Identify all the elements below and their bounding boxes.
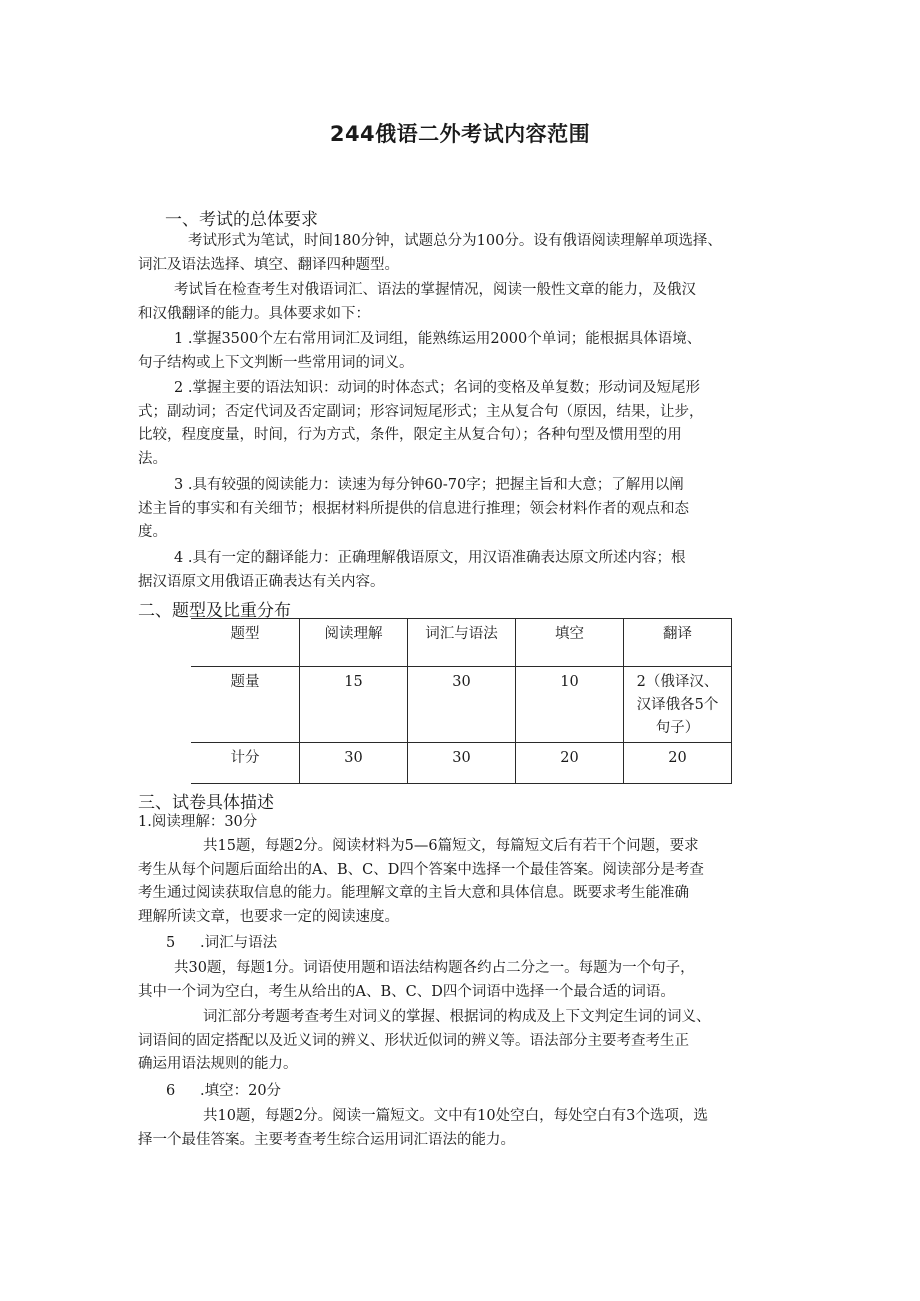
text-line: 词汇及语法选择、填空、翻译四种题型。 — [138, 256, 399, 273]
requirement-item-4 — [138, 547, 685, 594]
table-cell: 30 — [408, 667, 516, 743]
table-cell: 10 — [516, 667, 624, 743]
subsection-title-cloze: .填空：20分 — [200, 1083, 282, 1099]
text-line: 词语间的固定搭配以及近义词的辨义、形状近似词的辨义等。语法部分主要考查考生正 — [138, 1032, 689, 1049]
text-line: 考生从每个问题后面给出的A、B、C、D四个答案中选择一个最佳答案。阅读部分是考查 — [138, 861, 704, 878]
table-cell: 15 — [300, 667, 408, 743]
table-cell: 30 — [408, 743, 516, 784]
text-line: 共15题，每题2分。阅读材料为5—6篇短文，每篇短文后有若干个问题，要求 — [203, 838, 699, 854]
subsection-title-reading: 1.阅读理解：30分 — [138, 814, 258, 830]
requirement-item-2 — [138, 377, 704, 471]
document-title: 244俄语二外考试内容范围 — [329, 122, 591, 146]
subsection-number: 6 — [166, 1083, 176, 1099]
cell-line: 汉译俄各5个 — [636, 697, 719, 713]
table-row — [191, 619, 732, 667]
cell-line: 句子） — [655, 720, 700, 736]
text-line: 2 .掌握主要的语法知识：动词的时体态式；名词的变格及单复数；形动词及短尾形 — [174, 380, 700, 396]
text-line: 择一个最佳答案。主要考查考生综合运用词汇语法的能力。 — [138, 1131, 515, 1148]
vocabulary-description-1 — [138, 957, 695, 1004]
table-cell — [624, 667, 732, 743]
table-header-cell: 阅读理解 — [300, 619, 408, 667]
text-line: 考试形式为笔试，时间180分钟，试题总分为100分。设有俄语阅读理解单项选择、 — [188, 233, 722, 249]
text-line: 其中一个词为空白，考生从给出的A、B、C、D四个词语中选择一个最合适的词语。 — [138, 983, 675, 1000]
table-cell: 20 — [624, 743, 732, 784]
subsection-title-vocabulary: .词汇与语法 — [200, 935, 278, 951]
table-row-label: 计分 — [191, 743, 300, 784]
text-line: 度。 — [138, 524, 167, 540]
cloze-description — [138, 1105, 708, 1152]
table-cell: 20 — [516, 743, 624, 784]
table-header-cell: 题型 — [191, 619, 300, 667]
section1-paragraph-2 — [138, 279, 696, 326]
section1-paragraph-1 — [138, 230, 722, 277]
text-line: 共30题，每题1分。词语使用题和语法结构题各约占二分之一。每题为一个句子， — [174, 960, 695, 976]
text-line: 词汇部分考题考查考生对词义的掌握、根据词的构成及上下文判定生词的词义、 — [203, 1009, 711, 1025]
subsection-number: 5 — [166, 935, 176, 951]
table-row — [191, 743, 732, 784]
text-line: 共10题，每题2分。阅读一篇短文。文中有10处空白，每处空白有3个选项，选 — [203, 1108, 708, 1124]
text-line: 法。 — [138, 450, 167, 467]
text-line: 3 .具有较强的阅读能力：读速为每分钟60-70字；把握主旨和大意；了解用以阐 — [174, 477, 684, 493]
text-line: 式；副动词；否定代词及否定副词；形容词短尾形式；主从复合句（原因，结果，让步， — [138, 403, 704, 420]
requirement-item-1 — [138, 328, 701, 375]
section2-heading: 二、题型及比重分布 — [138, 601, 291, 621]
text-line: 考试旨在检查考生对俄语词汇、语法的掌握情况，阅读一般性文章的能力，及俄汉 — [174, 282, 696, 298]
table-header-cell: 翻译 — [624, 619, 732, 667]
vocabulary-description-2 — [138, 1006, 711, 1077]
text-line: 理解所读文章，也要求一定的阅读速度。 — [138, 908, 399, 925]
question-type-table — [191, 618, 732, 784]
text-line: 1 .掌握3500个左右常用词汇及词组，能熟练运用2000个单词；能根据具体语境、 — [174, 331, 702, 347]
cell-line: 2（俄译汉、 — [636, 674, 719, 690]
table-header-cell: 填空 — [516, 619, 624, 667]
table-header-cell: 词汇与语法 — [408, 619, 516, 667]
reading-description — [138, 835, 704, 929]
text-line: 确运用语法规则的能力。 — [138, 1056, 298, 1072]
text-line: 比较，程度度量，时间，行为方式，条件，限定主从复合句）；各种句型及惯用型的用 — [138, 427, 682, 443]
text-line: 和汉俄翻译的能力。具体要求如下： — [138, 305, 370, 322]
section3-heading: 三、试卷具体描述 — [138, 793, 274, 813]
text-line: 据汉语原文用俄语正确表达有关内容。 — [138, 573, 385, 590]
text-line: 述主旨的事实和有关细节；根据材料所提供的信息进行推理；领会材料作者的观点和态 — [138, 500, 689, 517]
text-line: 4 .具有一定的翻译能力：正确理解俄语原文，用汉语准确表达原文所述内容；根 — [174, 550, 686, 566]
text-line: 考生通过阅读获取信息的能力。能理解文章的主旨大意和具体信息。既要求考生能准确 — [138, 885, 689, 901]
table-row — [191, 667, 732, 743]
section1-heading: 一、考试的总体要求 — [165, 210, 318, 230]
table-row-label: 题量 — [191, 667, 300, 743]
text-line: 句子结构或上下文判断一些常用词的词义。 — [138, 354, 414, 371]
table-cell: 30 — [300, 743, 408, 784]
requirement-item-3 — [138, 474, 689, 545]
